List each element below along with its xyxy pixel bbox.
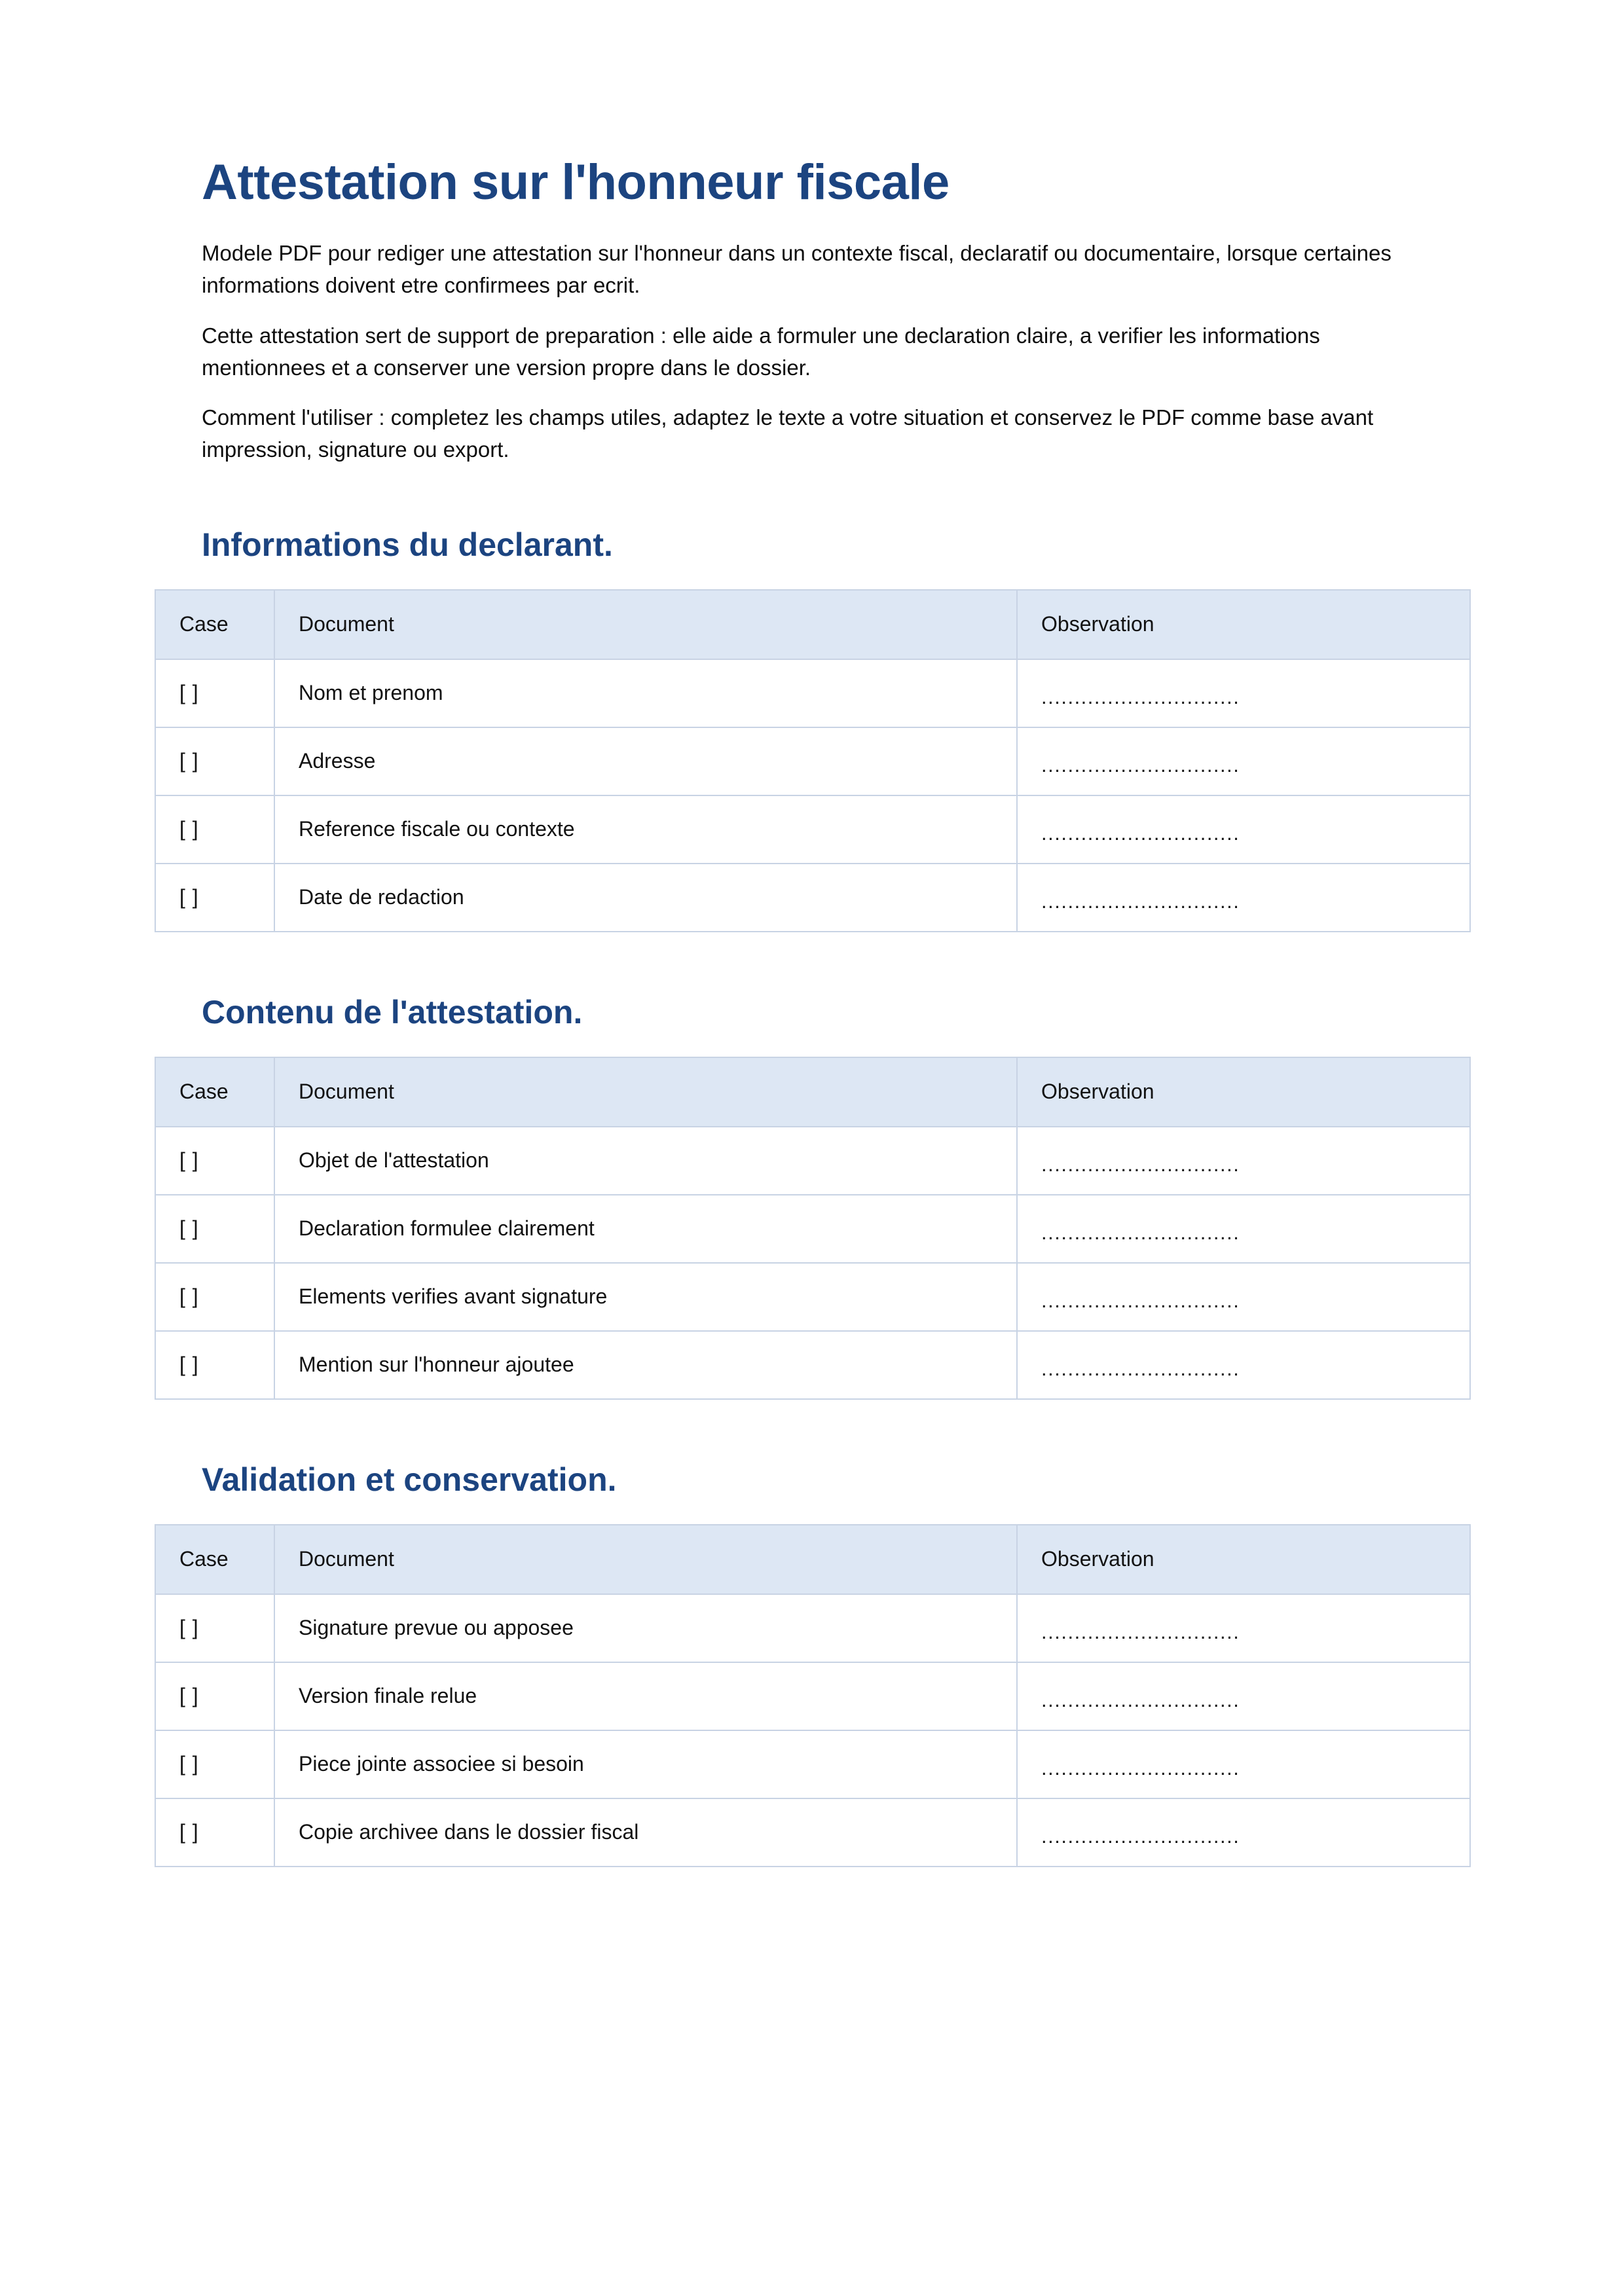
column-header-document: Document — [274, 1057, 1017, 1127]
document-cell: Nom et prenom — [274, 659, 1017, 727]
checkbox-cell[interactable]: [ ] — [155, 1195, 274, 1263]
observation-dots: .............................. — [1041, 754, 1240, 777]
column-header-observation: Observation — [1017, 590, 1470, 659]
intro-paragraph-1: Modele PDF pour rediger une attestation sur l'honneur dans un contexte fiscal, declaratif ou documentaire, lorsque certaines informations doivent etre confirmees par ecrit. — [202, 241, 1392, 297]
intro-paragraph-2: Cette attestation sert de support de preparation : elle aide a formuler une declaration claire, a verifier les informations mentionnees et a conserver une version propre dans le dossier. — [202, 323, 1320, 380]
checkbox-cell[interactable]: [ ] — [155, 864, 274, 932]
observation-dots: .............................. — [1041, 685, 1240, 709]
section-validation-et-conservation — [155, 1400, 1469, 1867]
observation-dots: .............................. — [1041, 890, 1240, 913]
observation-cell[interactable] — [1017, 1195, 1470, 1263]
observation-dots: .............................. — [1041, 1289, 1240, 1313]
observation-cell[interactable] — [1017, 795, 1470, 864]
section-contenu-de-l-attestation — [155, 932, 1469, 1400]
section-title: Informations du declarant. — [202, 526, 613, 564]
document-cell: Declaration formulee clairement — [274, 1195, 1017, 1263]
observation-cell[interactable] — [1017, 864, 1470, 932]
column-header-observation: Observation — [1017, 1057, 1470, 1127]
column-header-case: Case — [155, 590, 274, 659]
observation-dots: .............................. — [1041, 1221, 1240, 1245]
observation-dots: .............................. — [1041, 1153, 1240, 1176]
checkbox-cell[interactable]: [ ] — [155, 1798, 274, 1867]
table-header-row — [155, 1525, 1470, 1594]
table-row — [155, 1594, 1470, 1662]
document-cell: Adresse — [274, 727, 1017, 795]
table-row — [155, 1730, 1470, 1798]
document-cell: Objet de l'attestation — [274, 1127, 1017, 1195]
page-title: Attestation sur l'honneur fiscale — [202, 155, 950, 210]
table-row — [155, 864, 1470, 932]
table-header-row — [155, 590, 1470, 659]
document-cell: Version finale relue — [274, 1662, 1017, 1730]
table-row — [155, 1331, 1470, 1399]
observation-dots: .............................. — [1041, 1757, 1240, 1780]
document-cell: Date de redaction — [274, 864, 1017, 932]
observation-cell[interactable] — [1017, 1730, 1470, 1798]
section-informations-du-declarant — [155, 466, 1469, 932]
checkbox-cell[interactable]: [ ] — [155, 1730, 274, 1798]
table-row — [155, 1662, 1470, 1730]
section-title: Validation et conservation. — [202, 1461, 617, 1499]
observation-dots: .............................. — [1041, 1825, 1240, 1848]
checkbox-cell[interactable]: [ ] — [155, 1331, 274, 1399]
table-row — [155, 727, 1470, 795]
checkbox-cell[interactable]: [ ] — [155, 727, 274, 795]
table-header-row — [155, 1057, 1470, 1127]
checkbox-cell[interactable]: [ ] — [155, 795, 274, 864]
document-cell: Signature prevue ou apposee — [274, 1594, 1017, 1662]
section-title: Contenu de l'attestation. — [202, 994, 583, 1031]
document-content — [155, 0, 1469, 1867]
document-cell: Mention sur l'honneur ajoutee — [274, 1331, 1017, 1399]
checkbox-cell[interactable]: [ ] — [155, 1127, 274, 1195]
intro-block — [155, 238, 1469, 466]
observation-dots: .............................. — [1041, 1620, 1240, 1644]
observation-cell[interactable] — [1017, 1331, 1470, 1399]
table-row — [155, 1195, 1470, 1263]
table-row — [155, 659, 1470, 727]
column-header-document: Document — [274, 590, 1017, 659]
checklist-table — [155, 1057, 1471, 1400]
table-row — [155, 1127, 1470, 1195]
column-header-case: Case — [155, 1525, 274, 1594]
column-header-case: Case — [155, 1057, 274, 1127]
checklist-table — [155, 1524, 1471, 1867]
observation-dots: .............................. — [1041, 1688, 1240, 1712]
observation-dots: .............................. — [1041, 822, 1240, 845]
observation-cell[interactable] — [1017, 1127, 1470, 1195]
document-cell: Piece jointe associee si besoin — [274, 1730, 1017, 1798]
document-cell: Reference fiscale ou contexte — [274, 795, 1017, 864]
observation-cell[interactable] — [1017, 659, 1470, 727]
observation-dots: .............................. — [1041, 1357, 1240, 1381]
checkbox-cell[interactable]: [ ] — [155, 659, 274, 727]
checkbox-cell[interactable]: [ ] — [155, 1594, 274, 1662]
column-header-document: Document — [274, 1525, 1017, 1594]
observation-cell[interactable] — [1017, 1594, 1470, 1662]
checklist-table — [155, 589, 1471, 932]
observation-cell[interactable] — [1017, 1798, 1470, 1867]
table-row — [155, 795, 1470, 864]
checkbox-cell[interactable]: [ ] — [155, 1662, 274, 1730]
column-header-observation: Observation — [1017, 1525, 1470, 1594]
table-row — [155, 1798, 1470, 1867]
table-row — [155, 1263, 1470, 1331]
document-cell: Elements verifies avant signature — [274, 1263, 1017, 1331]
checkbox-cell[interactable]: [ ] — [155, 1263, 274, 1331]
observation-cell[interactable] — [1017, 1662, 1470, 1730]
document-cell: Copie archivee dans le dossier fiscal — [274, 1798, 1017, 1867]
intro-paragraph-3: Comment l'utiliser : completez les champs utiles, adaptez le texte a votre situation et conservez le PDF comme base avant impression, signature ou export. — [202, 405, 1374, 462]
observation-cell[interactable] — [1017, 1263, 1470, 1331]
observation-cell[interactable] — [1017, 727, 1470, 795]
